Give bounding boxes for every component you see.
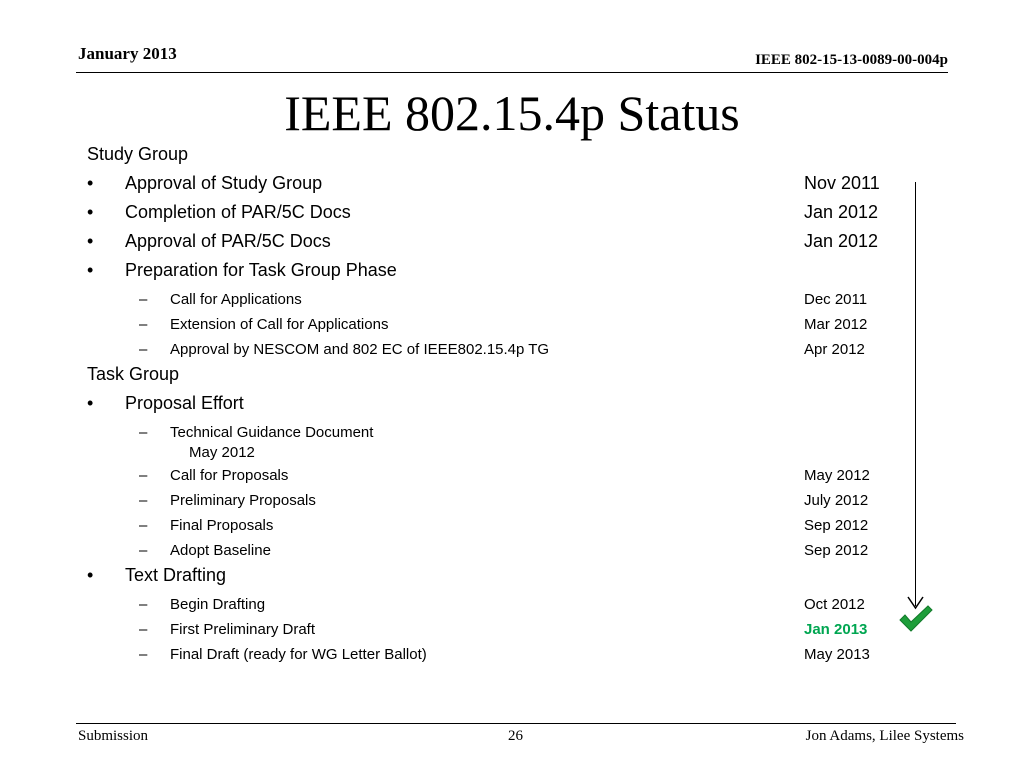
item-label: Approval by NESCOM and 802 EC of IEEE802.15.4p TG (170, 341, 550, 358)
item-date: May 2012 (189, 444, 255, 461)
dash-icon: – (139, 424, 148, 441)
sub-list-item (87, 489, 917, 514)
section-heading-label: Task Group (87, 364, 180, 384)
sub-list-item (87, 618, 917, 643)
item-date: Jan 2012 (804, 202, 879, 222)
item-date: Jan 2012 (804, 231, 879, 251)
dash-icon: – (139, 316, 148, 333)
item-label: Call for Applications (170, 291, 302, 308)
item-date: Apr 2012 (804, 341, 865, 358)
item-label: Preparation for Task Group Phase (125, 260, 397, 280)
item-date: July 2012 (804, 492, 869, 509)
sub-list-item (87, 421, 917, 464)
sub-list-item (87, 338, 917, 363)
list-item (87, 201, 917, 230)
sub-list-item (87, 593, 917, 618)
bullet-icon: • (87, 565, 94, 585)
item-label: Begin Drafting (170, 596, 266, 613)
item-label: Extension of Call for Applications (170, 316, 389, 333)
sub-list-item (87, 288, 917, 313)
dash-icon: – (139, 467, 148, 484)
bullet-icon: • (87, 393, 94, 413)
section-heading-task-group (87, 363, 917, 392)
dash-icon: – (139, 492, 148, 509)
list-item (87, 392, 917, 421)
list-item (87, 259, 917, 288)
item-date: Dec 2011 (804, 291, 868, 308)
item-label: Approval of Study Group (125, 173, 323, 193)
dash-icon: – (139, 291, 148, 308)
item-date: Oct 2012 (804, 596, 865, 613)
footer-author: Jon Adams, Lilee Systems (805, 728, 964, 744)
dash-icon: – (139, 596, 148, 613)
sub-list-item (87, 643, 917, 668)
item-label: Call for Proposals (170, 467, 289, 484)
dash-icon: – (139, 542, 148, 559)
sub-list-item (87, 539, 917, 564)
sub-list-item (87, 514, 917, 539)
section-heading-label: Study Group (87, 144, 189, 164)
item-label: Completion of PAR/5C Docs (125, 202, 351, 222)
item-label: Adopt Baseline (170, 542, 271, 559)
list-item (87, 230, 917, 259)
item-date: Sep 2012 (804, 517, 869, 534)
check-mark-icon (898, 604, 934, 634)
list-item (87, 564, 917, 593)
item-label: Proposal Effort (125, 393, 244, 413)
bullet-icon: • (87, 202, 94, 222)
sub-list-item (87, 313, 917, 338)
item-label: Approval of PAR/5C Docs (125, 231, 331, 251)
bullet-icon: • (87, 231, 94, 251)
item-date: Mar 2012 (804, 316, 868, 333)
bullet-icon: • (87, 173, 94, 193)
item-label: Technical Guidance Document (170, 424, 374, 441)
item-date: May 2012 (804, 467, 870, 484)
page-number: 26 (508, 728, 523, 744)
footer-submission: Submission (78, 728, 149, 744)
item-date: May 2013 (804, 646, 870, 663)
list-item (87, 172, 917, 201)
sub-list-item (87, 464, 917, 489)
slide-title: IEEE 802.15.4p Status (284, 85, 740, 141)
dash-icon: – (139, 341, 148, 358)
item-label: First Preliminary Draft (170, 621, 316, 638)
item-label: Preliminary Proposals (170, 492, 316, 509)
header-date: January 2013 (78, 44, 177, 63)
slide-content (87, 143, 917, 668)
footer-divider (76, 723, 956, 724)
bullet-icon: • (87, 260, 94, 280)
progress-arrow-line (915, 182, 916, 606)
item-label: Final Proposals (170, 517, 274, 534)
item-label: Text Drafting (125, 565, 227, 585)
dash-icon: – (139, 621, 148, 638)
item-date: Nov 2011 (804, 173, 880, 193)
header-doc-id: IEEE 802-15-13-0089-00-004p (755, 52, 948, 68)
item-date: Sep 2012 (804, 542, 869, 559)
item-label: Final Draft (ready for WG Letter Ballot) (170, 646, 427, 663)
current-status-date: Jan 2013 (804, 621, 868, 638)
header-divider (76, 72, 948, 73)
dash-icon: – (139, 646, 148, 663)
section-heading-study-group (87, 143, 917, 172)
dash-icon: – (139, 517, 148, 534)
